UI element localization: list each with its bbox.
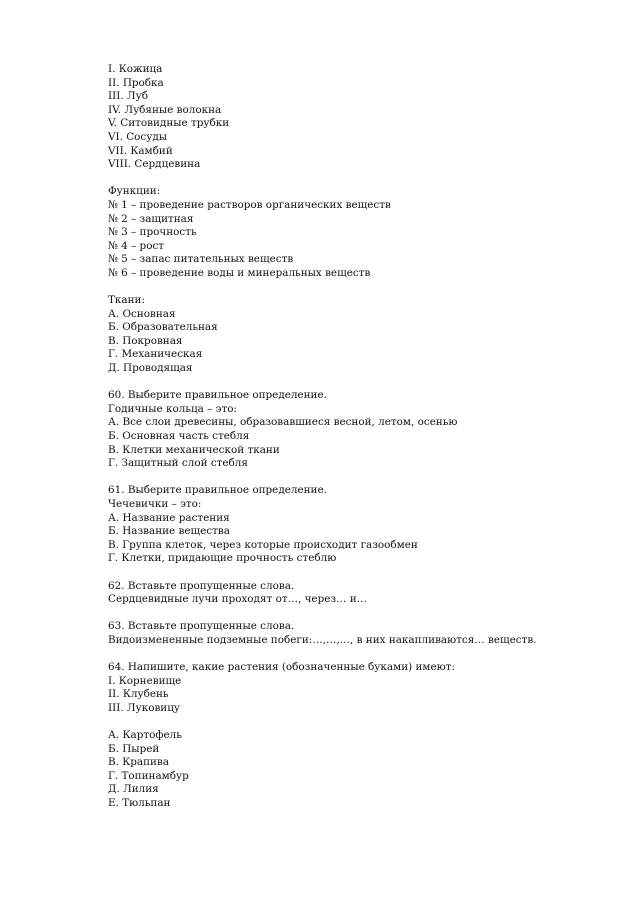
- list-item: VI. Сосуды: [108, 130, 168, 143]
- functions-heading: Функции:: [108, 185, 161, 198]
- answer-option: Б. Основная часть стебля: [108, 430, 250, 443]
- question-prompt: Чечевички – это:: [108, 498, 202, 510]
- list-item: № 3 – прочность: [108, 226, 197, 239]
- list-item: В. Покровная: [108, 334, 183, 347]
- list-item: Е. Тюльпан: [108, 797, 171, 810]
- question-text: Видоизмененные подземные побеги:…,…,…, в них накапливаются… веществ.: [108, 633, 537, 646]
- spacer: [108, 648, 608, 662]
- answer-option: А. Все слои древесины, образовавшиеся весной, летом, осенью: [108, 416, 458, 429]
- list-item: VII. Камбий: [108, 144, 173, 157]
- tissue-list: [108, 63, 608, 172]
- list-item: I. Корневище: [108, 674, 182, 687]
- list-item: I. Кожица: [108, 63, 163, 75]
- list-item: № 1 – проведение растворов органических веществ: [108, 198, 391, 211]
- list-item: А. Картофель: [108, 729, 182, 742]
- answer-option: В. Группа клеток, через которые происходит газообмен: [108, 538, 418, 551]
- question-title: 60. Выберите правильное определение.: [108, 389, 327, 402]
- list-item: III. Луковицу: [108, 701, 181, 714]
- list-item: V. Ситовидные трубки: [108, 117, 230, 130]
- question-title: 61. Выберите правильное определение.: [108, 484, 327, 497]
- question-63: [108, 620, 608, 647]
- question-title: 63. Вставьте пропущенные слова.: [108, 620, 295, 633]
- spacer: [108, 716, 608, 730]
- question-62: [108, 580, 608, 607]
- list-item: Д. Проводящая: [108, 362, 193, 375]
- tissues-section: [108, 294, 608, 376]
- spacer: [108, 607, 608, 621]
- list-item: № 5 – запас питательных веществ: [108, 253, 294, 266]
- question-64: [108, 661, 608, 715]
- list-item: А. Основная: [108, 307, 176, 320]
- question-text: Сердцевидные лучи проходят от…, через… и…: [108, 593, 368, 606]
- answer-option: Г. Защитный слой стебля: [108, 457, 248, 470]
- spacer: [108, 281, 608, 295]
- spacer: [108, 376, 608, 390]
- list-item: II. Пробка: [108, 76, 164, 89]
- tissues-heading: Ткани:: [108, 294, 145, 307]
- answer-option: А. Название растения: [108, 511, 230, 524]
- list-item: № 2 – защитная: [108, 212, 194, 225]
- document-page: [108, 63, 608, 811]
- spacer: [108, 172, 608, 186]
- list-item: II. Клубень: [108, 688, 169, 701]
- list-item: Б. Пырей: [108, 742, 160, 755]
- list-item: Г. Механическая: [108, 348, 203, 361]
- list-item: № 6 – проведение воды и минеральных веществ: [108, 266, 371, 279]
- functions-section: [108, 185, 608, 280]
- question-title: 62. Вставьте пропущенные слова.: [108, 579, 295, 592]
- question-title: 64. Напишите, какие растения (обозначенные буками) имеют:: [108, 661, 455, 674]
- spacer: [108, 471, 608, 485]
- question-prompt: Годичные кольца – это:: [108, 402, 237, 415]
- list-item: Д. Лилия: [108, 783, 159, 796]
- question-61: [108, 484, 608, 566]
- list-item: № 4 – рост: [108, 239, 165, 252]
- answer-option: Б. Название вещества: [108, 525, 230, 538]
- list-item: Г. Топинамбур: [108, 769, 189, 782]
- plant-list: [108, 729, 608, 811]
- answer-option: В. Клетки механической ткани: [108, 443, 280, 456]
- list-item: Б. Образовательная: [108, 321, 218, 334]
- answer-option: Г. Клетки, придающие прочность стеблю: [108, 552, 337, 565]
- question-60: [108, 389, 608, 471]
- list-item: VIII. Сердцевина: [108, 158, 201, 171]
- list-item: III. Луб: [108, 90, 148, 103]
- list-item: IV. Лубяные волокна: [108, 103, 222, 116]
- spacer: [108, 566, 608, 580]
- list-item: В. Крапива: [108, 756, 170, 769]
